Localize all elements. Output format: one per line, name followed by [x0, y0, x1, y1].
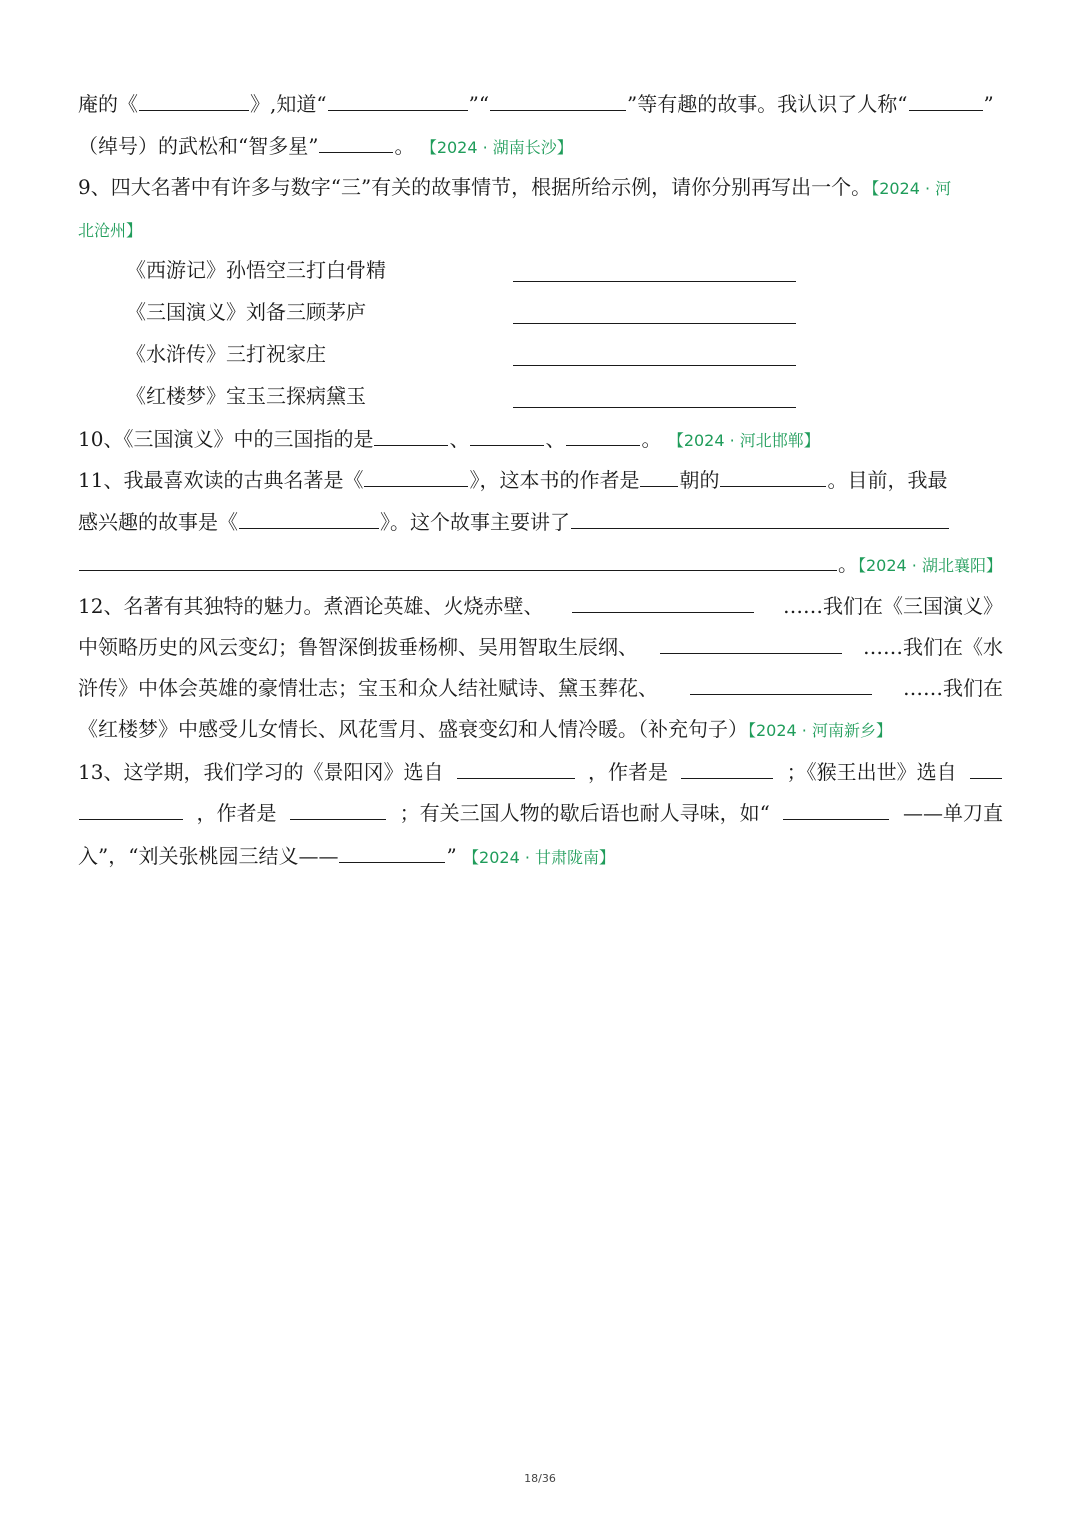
q12-line-1 — [78, 590, 1003, 620]
q8-blank-story-2[interactable] — [490, 88, 626, 111]
q11-line-1 — [78, 464, 1003, 494]
q13-blank-xiehouyu-1[interactable] — [783, 797, 889, 820]
q13-text: ——单刀直 — [902, 801, 1003, 825]
q11-text: 11、我最喜欢读的古典名著是《 — [78, 468, 364, 492]
q10-blank-2[interactable] — [470, 423, 544, 446]
q10-text: 10、《三国演义》中的三国指的是 — [78, 427, 374, 451]
q13-text: ；有关三国人物的歇后语也耐人寻味，如“ — [399, 801, 770, 825]
q8-line-1 — [78, 88, 1003, 118]
q10-line — [78, 423, 1003, 453]
q9-example-1: 《西游记》孙悟空三打白骨精 — [126, 258, 386, 282]
q9-stem-line — [78, 172, 1003, 202]
page-number: 18/36 — [524, 1472, 556, 1485]
q8-text: 庵的《 — [78, 92, 138, 116]
q13-text: ” — [446, 844, 457, 868]
q10-sep: 、 — [545, 427, 566, 451]
q12-line-2 — [78, 631, 1003, 661]
q9-example-2: 《三国演义》刘备三顾茅庐 — [126, 300, 366, 324]
q13-blank-jingyanggang-source[interactable] — [457, 756, 575, 779]
q13-blank-houwang-source-b[interactable] — [79, 797, 183, 820]
q11-text: 》。这个故事主要讲了 — [380, 510, 570, 534]
q10-source-tag: 【2024 · 河北邯郸】 — [667, 431, 820, 450]
q8-text: ”“ — [468, 92, 490, 116]
q9-answer-blank-1[interactable] — [513, 280, 796, 282]
q8-blank-story-1[interactable] — [328, 88, 468, 111]
q13-blank-xiehouyu-2[interactable] — [339, 840, 445, 863]
q8-line-2 — [78, 130, 1003, 160]
q9-source-tag-cont: 北沧州】 — [78, 221, 143, 240]
q9-example-3: 《水浒传》三打祝家庄 — [126, 342, 326, 366]
q13-blank-houwang-source-a[interactable] — [970, 756, 1002, 779]
q11-blank-book[interactable] — [364, 464, 468, 487]
q9-stem: 9、四大名著中有许多与数字“三”有关的故事情节，根据所给示例，请你分别再写出一个。 — [78, 175, 872, 199]
q12-text: 12、名著有其独特的魅力。煮酒论英雄、火烧赤壁、 — [78, 594, 544, 618]
q12-text: 浒传》中体会英雄的豪情壮志；宝玉和众人结社赋诗、黛玉葬花、 — [78, 676, 658, 700]
q9-example-4: 《红楼梦》宝玉三探病黛玉 — [126, 384, 366, 408]
q12-line-4 — [78, 714, 1003, 744]
q10-blank-3[interactable] — [566, 423, 640, 446]
q9-source-line — [78, 214, 1003, 244]
q12-text: 《红楼梦》中感受儿女情长、风花雪月、盛衰变幻和人情冷暖。（补充句子） — [78, 717, 748, 741]
q11-blank-summary-2[interactable] — [79, 548, 837, 571]
q8-source-tag: 【2024 · 湖南长沙】 — [420, 138, 573, 157]
q13-text: ，作者是 — [588, 760, 669, 784]
q13-blank-jingyanggang-author[interactable] — [681, 756, 773, 779]
q11-blank-author[interactable] — [720, 464, 826, 487]
q9-answer-blank-4[interactable] — [513, 406, 796, 408]
q11-end: 。 — [838, 552, 858, 576]
q12-text: ……我们在 — [903, 676, 1003, 700]
q13-text: ；《猴王出世》选自 — [786, 760, 957, 784]
q10-sep: 、 — [449, 427, 470, 451]
q11-blank-dynasty[interactable] — [640, 464, 678, 487]
q8-blank-zhiduoxing[interactable] — [319, 130, 393, 153]
q12-text: ……我们在《水 — [863, 635, 1003, 659]
q11-source-tag: 【2024 · 湖北襄阳】 — [858, 556, 1002, 575]
q10-end: 。 — [641, 427, 662, 451]
q13-text: 入”，“刘关张桃园三结义—— — [78, 844, 339, 868]
q9-answer-blank-3[interactable] — [513, 364, 796, 366]
q9-source-tag: 【2024 · 河 — [871, 179, 952, 198]
q11-text: 》，这本书的作者是 — [469, 468, 640, 492]
q13-text: 13、这学期，我们学习的《景阳冈》选自 — [78, 760, 444, 784]
q10-blank-1[interactable] — [374, 423, 448, 446]
q12-line-3 — [78, 672, 1003, 702]
q13-source-tag: 【2024 · 甘肃陇南】 — [463, 848, 616, 867]
q11-text: 。目前，我最 — [827, 468, 948, 492]
q8-blank-nickname[interactable] — [909, 88, 983, 111]
q8-text: 。 — [394, 134, 415, 158]
q11-line-3 — [78, 548, 1003, 578]
q12-source-tag: 【2024 · 河南新乡】 — [748, 721, 892, 740]
q12-blank-shuihu[interactable] — [660, 631, 842, 654]
q13-text: ，作者是 — [196, 801, 277, 825]
q8-text: （绰号）的武松和“智多星” — [78, 134, 319, 158]
q13-line-2 — [78, 797, 1003, 827]
q13-line-1 — [78, 756, 1003, 786]
q11-text: 感兴趣的故事是《 — [78, 510, 238, 534]
q13-blank-houwang-author[interactable] — [290, 797, 386, 820]
q11-blank-summary-1[interactable] — [571, 506, 949, 529]
q13-line-3 — [78, 840, 1003, 870]
q12-blank-honglou[interactable] — [690, 672, 872, 695]
q11-blank-story[interactable] — [239, 506, 379, 529]
q8-blank-book[interactable] — [139, 88, 249, 111]
q12-text: ……我们在《三国演义》 — [782, 594, 1003, 618]
q9-answer-blank-2[interactable] — [513, 322, 796, 324]
q8-text: ” — [983, 92, 994, 116]
q12-blank-sanguo[interactable] — [572, 590, 754, 613]
q12-text: 中领略历史的风云变幻；鲁智深倒拔垂杨柳、吴用智取生辰纲、 — [78, 635, 638, 659]
q11-text: 朝的 — [679, 468, 720, 492]
q8-text: 》,知道“ — [250, 92, 327, 116]
q8-text: ”等有趣的故事。我认识了人称“ — [627, 92, 908, 116]
q11-line-2 — [78, 506, 1003, 536]
